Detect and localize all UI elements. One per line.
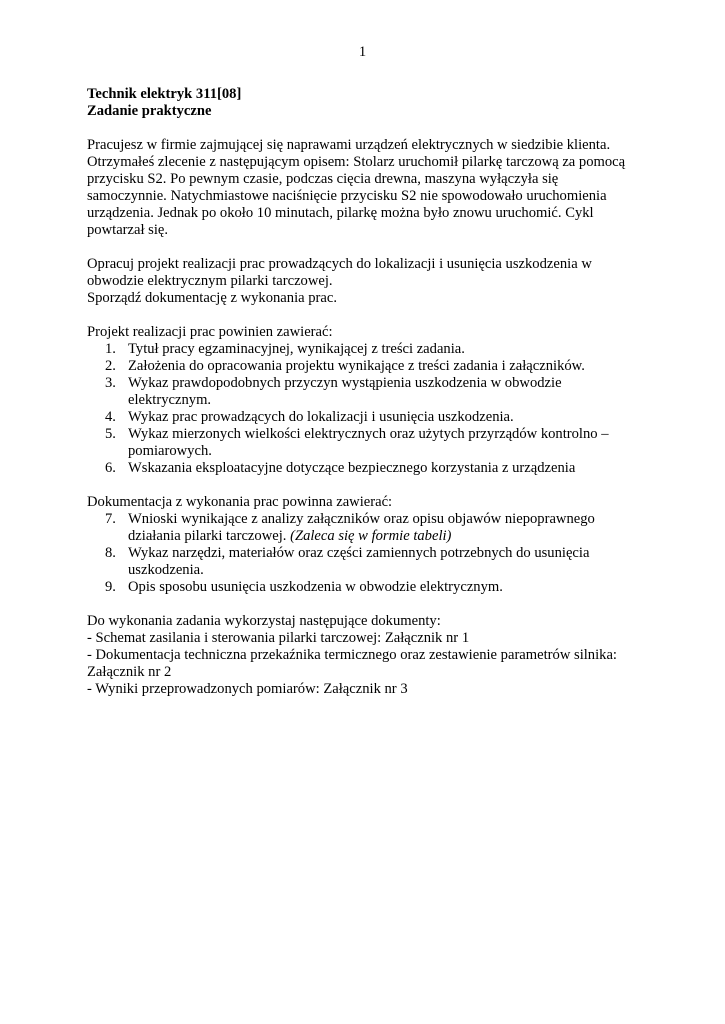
text-line: urządzenia. Jednak po około 10 minutach, pilarkę można było znowu uruchomić. Cykl (87, 205, 594, 221)
text-line: samoczynnie. Natychmiastowe naciśnięcie przycisku S2 nie spowodowało uruchomienia (87, 188, 607, 204)
list-item (87, 545, 647, 579)
text-line: obwodzie elektrycznym pilarki tarczowej. (87, 273, 333, 289)
text-line: Sporządź dokumentację z wykonania prac. (87, 290, 338, 306)
item-number: 3. (105, 375, 116, 391)
list-item (87, 375, 647, 409)
document-line: - Schemat zasilania i sterowania pilarki tarczowej: Załącznik nr 1 (87, 630, 470, 646)
item-text: Tytuł pracy egzaminacyjnej, wynikającej z treści zadania. (128, 341, 465, 357)
item-text: Wykaz prawdopodobnych przyczyn wystąpienia uszkodzenia w obwodzie (128, 375, 562, 391)
text-line: przycisku S2. Po pewnym czasie, podczas cięcia drewna, maszyna wyłączyła się (87, 171, 559, 187)
item-text-cont: uszkodzenia. (128, 562, 204, 578)
item-text: Wskazania eksploatacyjne dotyczące bezpiecznego korzystania z urządzenia (128, 460, 576, 476)
title-line-1: Technik elektryk 311[08] (87, 86, 242, 102)
item-number: 1. (105, 341, 116, 357)
documentation-list (87, 511, 647, 596)
item-note: (Zaleca się w formie tabeli) (290, 528, 452, 544)
documentation-heading: Dokumentacja z wykonania prac powinna zawierać: (87, 494, 393, 510)
item-number: 9. (105, 579, 116, 595)
item-text: Założenia do opracowania projektu wynikające z treści zadania i załączników. (128, 358, 585, 374)
title-line-2: Zadanie praktyczne (87, 103, 212, 119)
task-paragraph (87, 256, 647, 307)
list-item (87, 426, 647, 460)
document-line: Załącznik nr 2 (87, 664, 172, 680)
list-item (87, 511, 647, 545)
item-text: Wykaz prac prowadzących do lokalizacji i usunięcia uszkodzenia. (128, 409, 514, 425)
document-body (87, 86, 647, 698)
item-number: 6. (105, 460, 116, 476)
intro-paragraph (87, 137, 647, 239)
item-text-cont: pomiarowych. (128, 443, 212, 459)
item-text-cont: elektrycznym. (128, 392, 212, 408)
project-heading: Projekt realizacji prac powinien zawierać: (87, 324, 333, 340)
item-number: 5. (105, 426, 116, 442)
text-line: Opracuj projekt realizacji prac prowadzących do lokalizacji i usunięcia uszkodzenia w (87, 256, 592, 272)
list-item (87, 579, 647, 596)
item-number: 2. (105, 358, 116, 374)
item-number: 4. (105, 409, 116, 425)
item-number: 8. (105, 545, 116, 561)
documents-list (87, 630, 647, 698)
list-item (87, 341, 647, 358)
document-line: - Dokumentacja techniczna przekaźnika termicznego oraz zestawienie parametrów silnika: (87, 647, 617, 663)
item-text: Wnioski wynikające z analizy załączników oraz opisu objawów niepoprawnego (128, 511, 595, 527)
page-number: 1 (358, 44, 367, 60)
document-line: - Wyniki przeprowadzonych pomiarów: Załącznik nr 3 (87, 681, 408, 697)
item-text-cont: działania pilarki tarczowej. (128, 528, 287, 544)
list-item (87, 460, 647, 477)
list-item (87, 409, 647, 426)
project-list (87, 341, 647, 477)
item-text: Wykaz narzędzi, materiałów oraz części zamiennych potrzebnych do usunięcia (128, 545, 590, 561)
list-item (87, 358, 647, 375)
documents-heading: Do wykonania zadania wykorzystaj następujące dokumenty: (87, 613, 441, 629)
item-number: 7. (105, 511, 116, 527)
text-line: Pracujesz w firmie zajmującej się naprawami urządzeń elektrycznych w siedzibie klienta. (87, 137, 611, 153)
item-text: Opis sposobu usunięcia uszkodzenia w obwodzie elektrycznym. (128, 579, 503, 595)
text-line: Otrzymałeś zlecenie z następującym opisem: Stolarz uruchomił pilarkę tarczową za pomocą (87, 154, 626, 170)
item-text: Wykaz mierzonych wielkości elektrycznych oraz użytych przyrządów kontrolno – (128, 426, 609, 442)
text-line: powtarzał się. (87, 222, 169, 238)
